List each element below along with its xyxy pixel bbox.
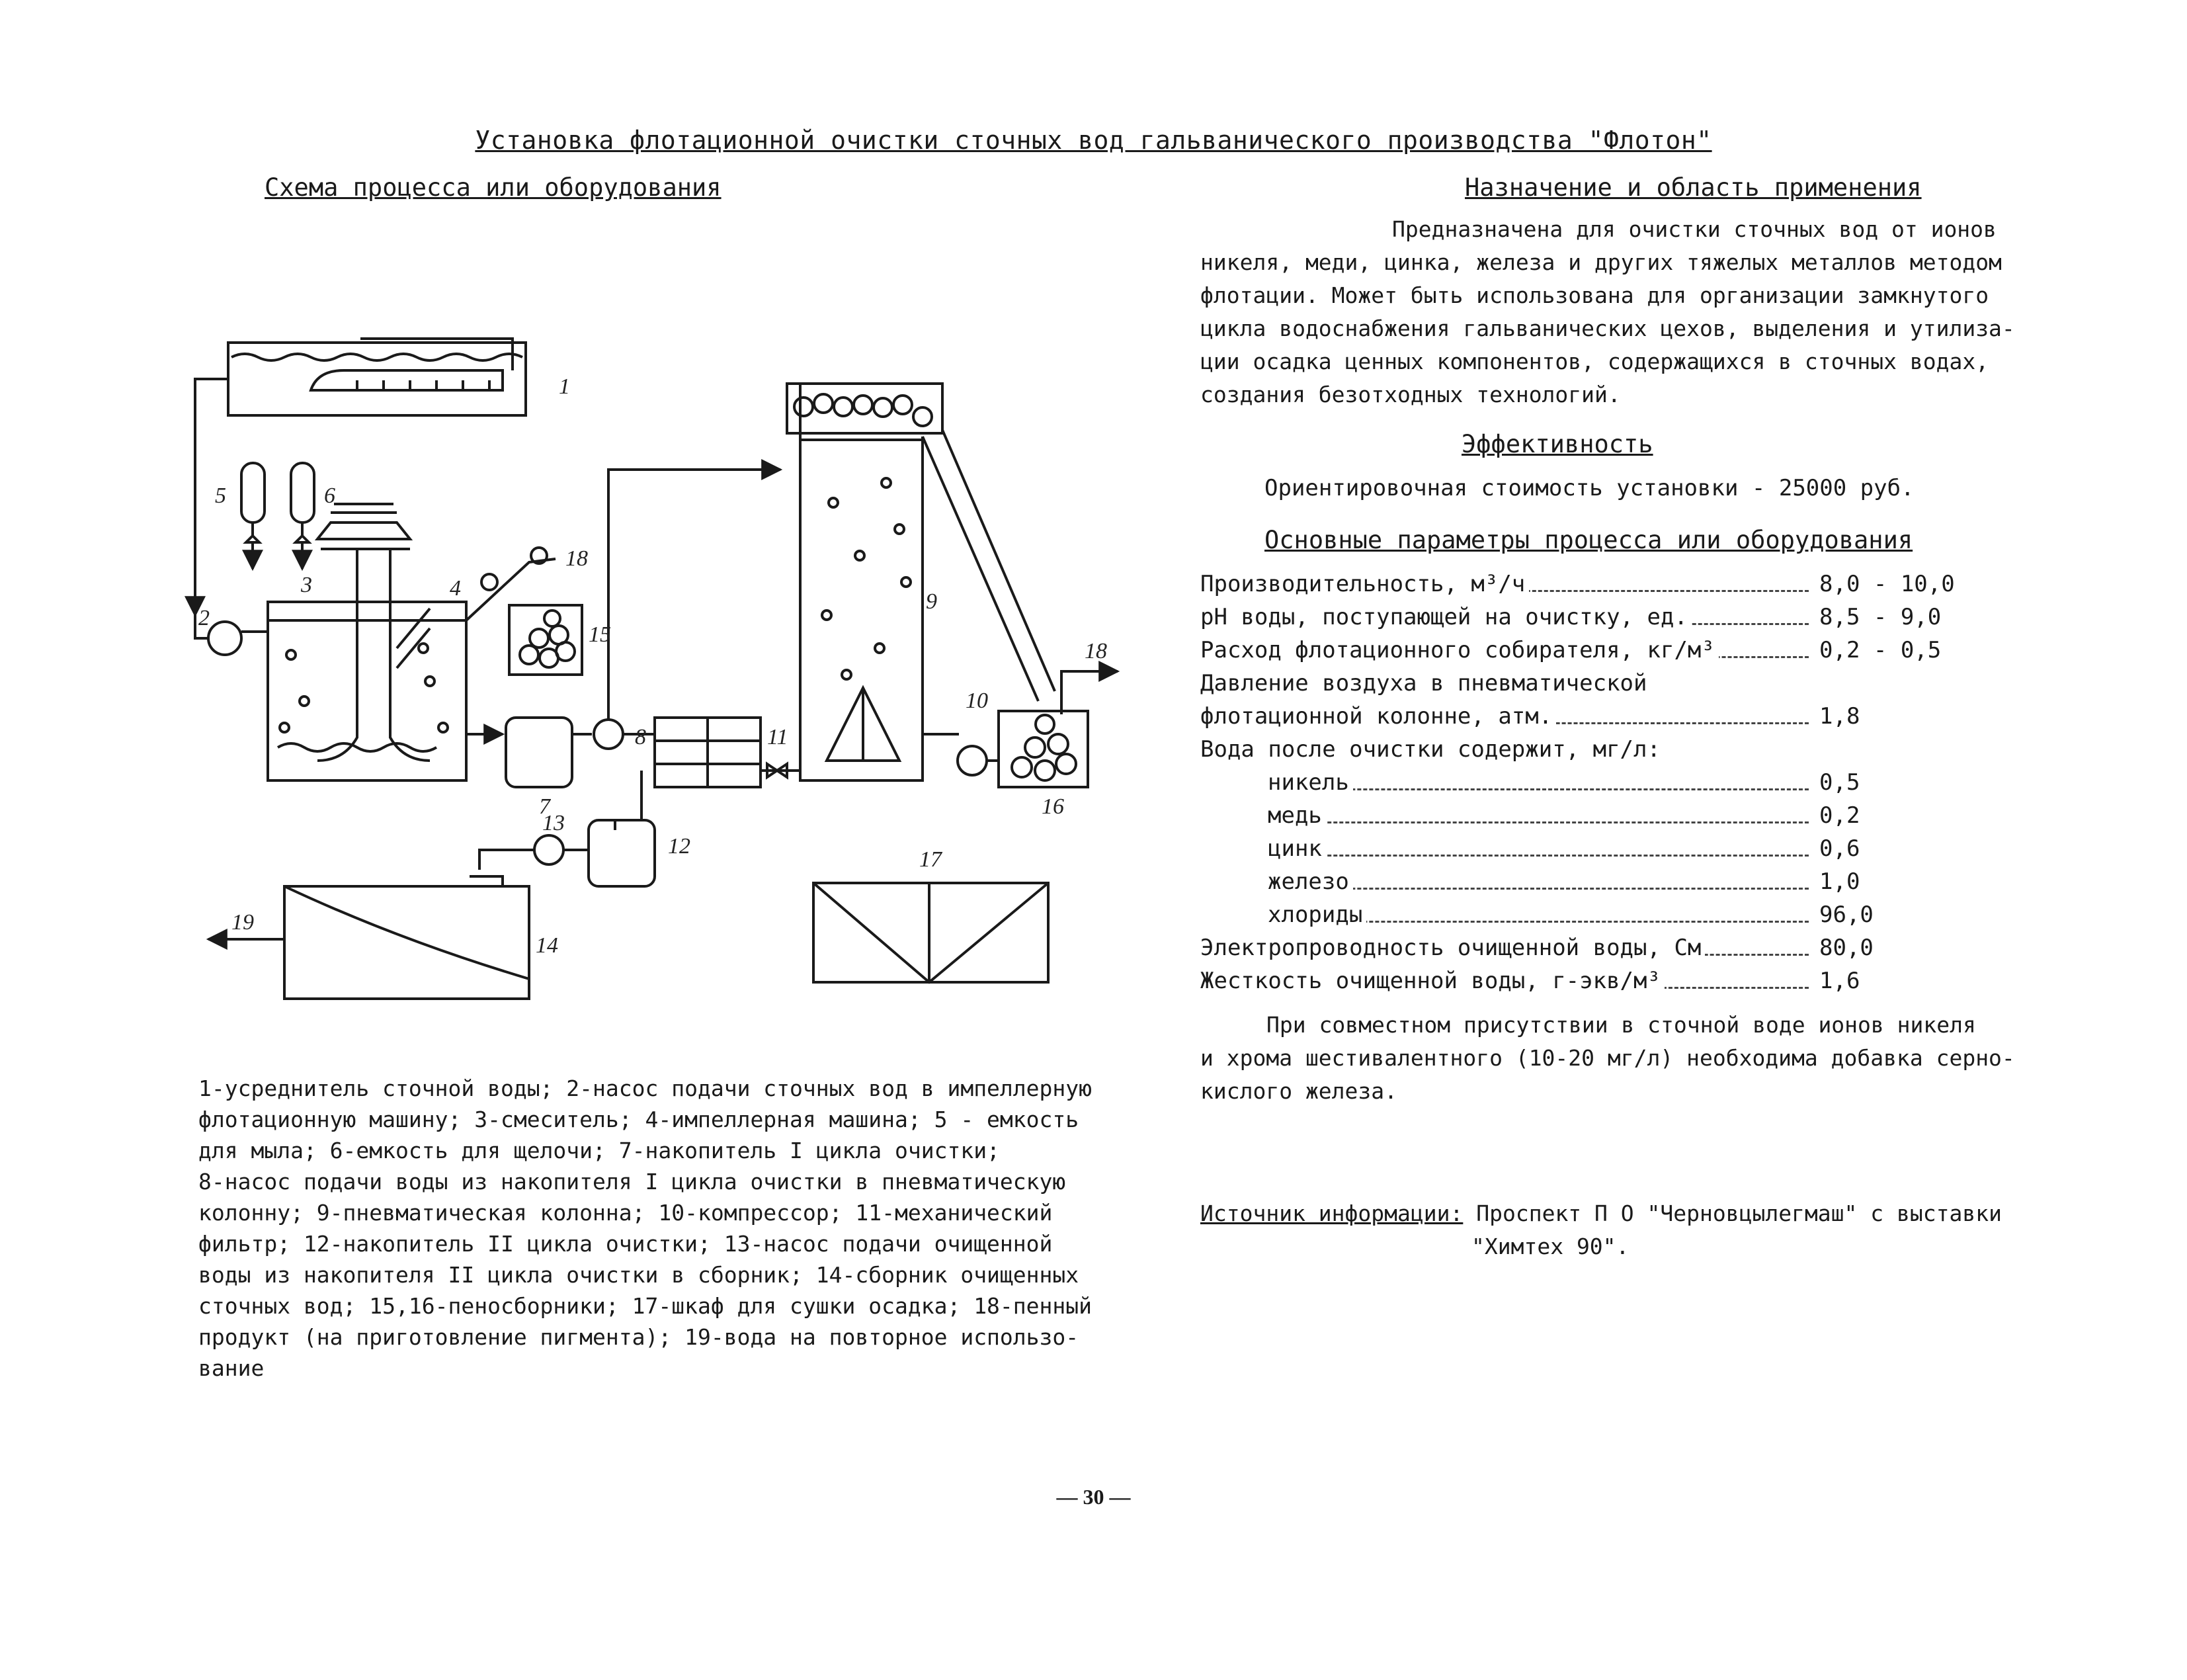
legend-line: вание (198, 1355, 265, 1381)
equalizer-tank (215, 339, 526, 415)
purpose-line: цикла водоснабжения гальванических цехов, выделения и утилиза- (1200, 315, 2015, 341)
label-11: 11 (767, 725, 788, 749)
label-16: 16 (1042, 794, 1064, 819)
label-6: 6 (324, 483, 335, 508)
compressor-10 (958, 746, 987, 775)
purpose-line: флотации. Может быть использована для организации замкнутого (1200, 282, 1989, 308)
page-number: — 30 — (1056, 1485, 1131, 1509)
impeller-machine (268, 504, 466, 780)
label-4: 4 (450, 576, 461, 601)
efficiency-heading: Эффективность (1462, 430, 1653, 458)
param-row: Вода после очистки содержит, мг/л: (1200, 733, 1948, 766)
source-text2: "Химтех 90". (1471, 1234, 1630, 1259)
param-row: Электропроводность очищенной воды, См 80,0 (1200, 931, 1948, 964)
pipe-1-2 (195, 379, 215, 615)
document-title: Установка флотационной очистки сточных вод гальванического производства "Флотон" (475, 126, 1712, 155)
label-8: 8 (635, 725, 646, 749)
note-line: При совместном присутствии в сточной воде ионов никеля (1266, 1012, 1976, 1038)
label-3: 3 (301, 573, 312, 597)
purpose-line: Предназначена для очистки сточных вод от ионов (1392, 216, 1997, 242)
label-17: 17 (919, 847, 942, 872)
legend-line: продукт (на приготовление пигмента); 19-вода на повторное использо- (198, 1324, 1079, 1350)
param-row: Жесткость очищенной воды, г-экв/м³ 1,6 (1200, 964, 1948, 997)
purpose-line: ции осадка ценных компонентов, содержащихся в сточных водах, (1200, 349, 1989, 374)
left-heading: Схема процесса или оборудования (265, 173, 722, 202)
alkali-tank (291, 463, 314, 523)
collector-14 (208, 876, 529, 999)
label-12: 12 (668, 834, 690, 859)
legend-line: сточных вод; 15,16-пеносборники; 17-шкаф для сушки осадка; 18-пенный (198, 1293, 1093, 1319)
drying-cabinet-17 (813, 883, 1048, 982)
param-row: pH воды, поступающей на очистку, ед. 8,5 - 9,0 (1200, 601, 1948, 634)
legend-line: фильтр; 12-накопитель II цикла очистки; 13-насос подачи очищенной (198, 1231, 1053, 1257)
foam-collector-16 (999, 711, 1088, 787)
label-9: 9 (926, 589, 937, 614)
label-13: 13 (542, 811, 565, 835)
params-heading: Основные параметры процесса или оборудования (1264, 526, 1913, 554)
legend-line: флотационную машину; 3-смеситель; 4-импеллерная машина; 5 - емкость (198, 1107, 1079, 1132)
label-18a: 18 (565, 546, 588, 571)
param-row: хлориды 96,0 (1200, 898, 1948, 931)
legend-line: для мыла; 6-емкость для щелочи; 7-накопитель I цикла очистки; (198, 1138, 1000, 1163)
storage-7 (506, 718, 572, 787)
note-line: и хрома шестивалентного (10-20 мг/л) необходима добавка серно- (1200, 1045, 2015, 1071)
legend-line: 1-усреднитель сточной воды; 2-насос подачи сточных вод в импеллерную (198, 1075, 1093, 1101)
pneumatic-column (787, 384, 942, 780)
legend-line: 8-насос подачи воды из накопителя I цикла очистки в пневматическую (198, 1169, 1066, 1195)
param-row: Давление воздуха в пневматической (1200, 667, 1948, 700)
foam-chute (923, 430, 1055, 701)
pump-8 (594, 720, 623, 749)
pump-13 (534, 835, 563, 864)
label-15: 15 (589, 622, 611, 647)
note-line: кислого железа. (1200, 1078, 1398, 1104)
storage-12 (589, 820, 655, 886)
label-14: 14 (536, 933, 558, 958)
foam-conveyor (466, 559, 556, 620)
param-row: железо 1,0 (1200, 865, 1948, 898)
param-row: флотационной колонне, атм. 1,8 (1200, 700, 1948, 733)
param-row: Производительность, м³/ч 8,0 - 10,0 (1200, 567, 1948, 601)
param-row: Расход флотационного собирателя, кг/м³ 0,2 - 0,5 (1200, 634, 1948, 667)
legend-line: воды из накопителя II цикла очистки в сборник; 14-сборник очищенных (198, 1262, 1079, 1288)
param-row: никель 0,5 (1200, 766, 1948, 799)
source-label: Источник информации: (1200, 1200, 1464, 1226)
label-1: 1 (559, 374, 570, 399)
label-5: 5 (215, 483, 226, 508)
right-heading: Назначение и область применения (1465, 173, 1922, 202)
param-row: цинк 0,6 (1200, 832, 1948, 865)
purpose-line: никеля, меди, цинка, железа и других тяжелых металлов методом (1200, 249, 2002, 275)
label-18b: 18 (1085, 639, 1107, 663)
legend-line: колонну; 9-пневматическая колонна; 10-компрессор; 11-механический (198, 1200, 1053, 1226)
label-10: 10 (966, 689, 988, 713)
label-19: 19 (231, 910, 254, 935)
cost-text: Ориентировочная стоимость установки - 25000 руб. (1264, 475, 1915, 501)
purpose-line: создания безотходных технологий. (1200, 382, 1621, 407)
label-7: 7 (539, 794, 550, 819)
param-row: медь 0,2 (1200, 799, 1948, 832)
soap-tank (241, 463, 265, 523)
label-2: 2 (198, 606, 210, 630)
source-text: Проспект П О "Черновцылегмаш" с выставки (1476, 1200, 2002, 1226)
pump-2 (208, 622, 241, 655)
